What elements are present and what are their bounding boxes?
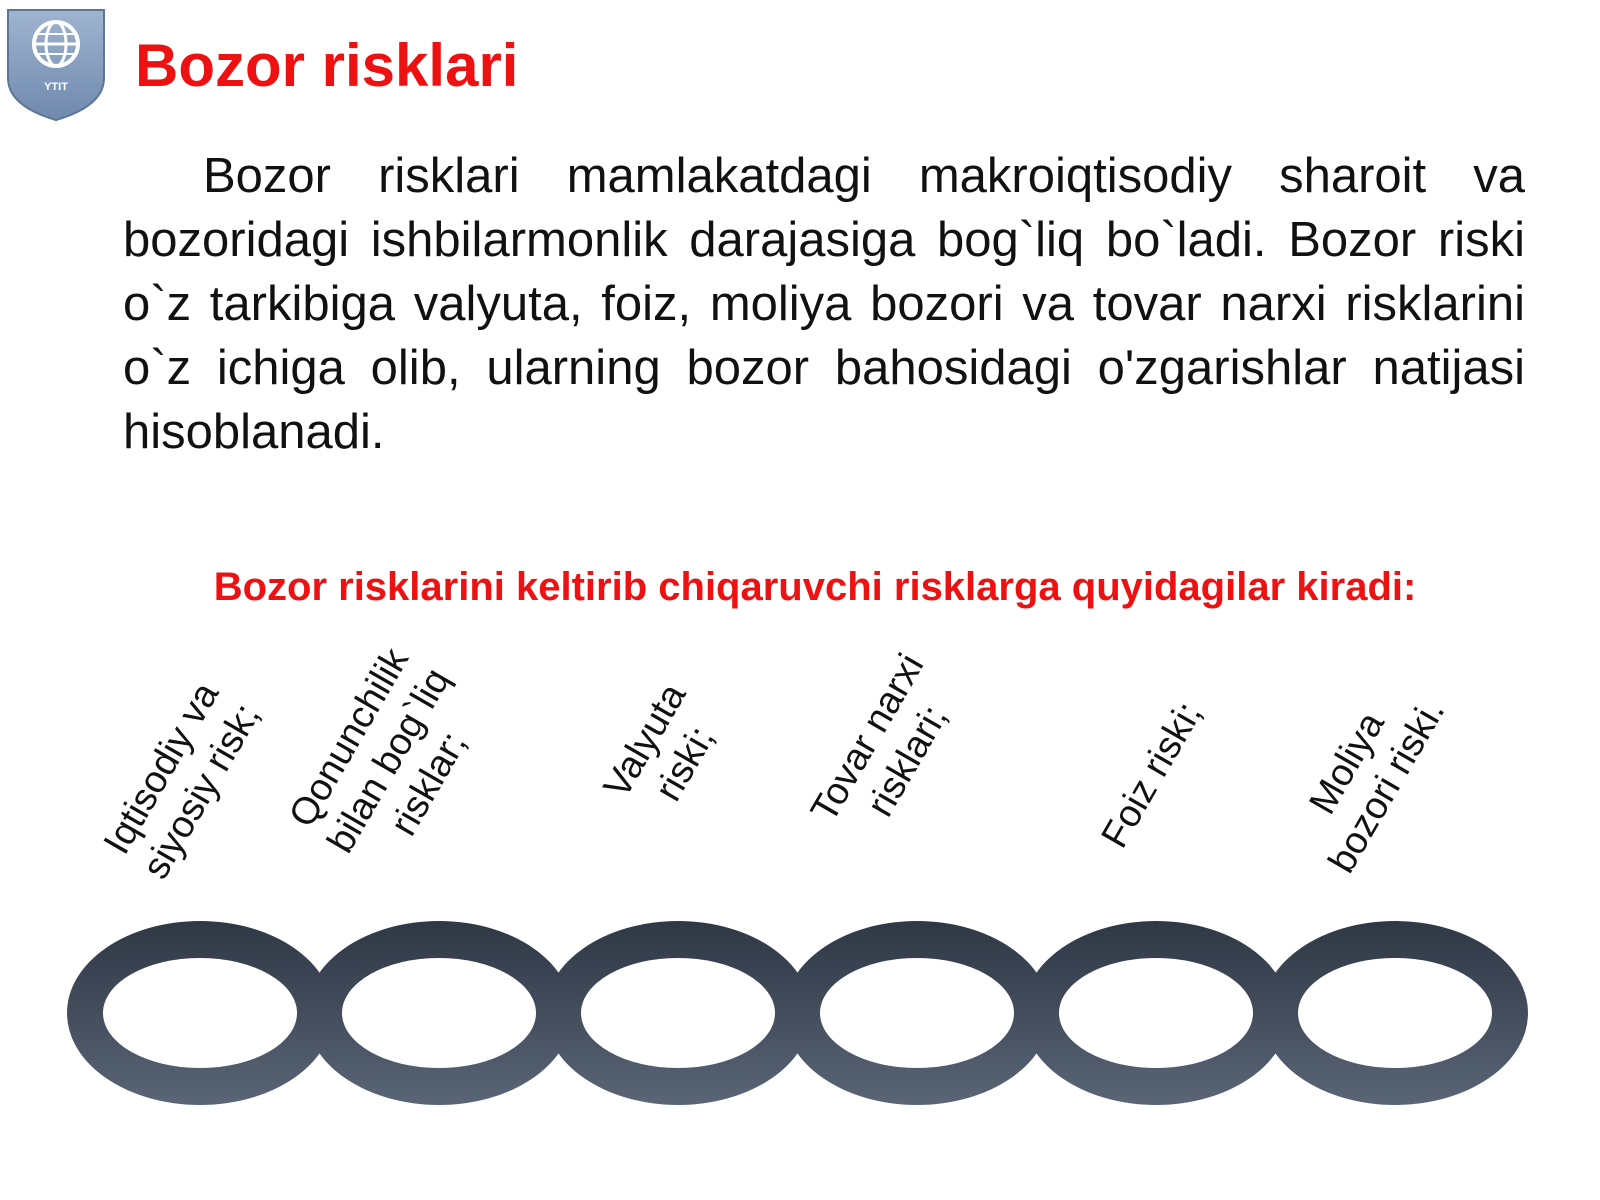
chain-link bbox=[67, 921, 333, 1105]
chain-link bbox=[545, 921, 811, 1105]
risk-label-text: Qonunchilik bilan bog`liq risklar; bbox=[281, 641, 476, 860]
body-paragraph: Bozor risklari mamlakatdagi makroiqtisodiy sharoit va bozoridagi ishbilarmonlik darajasiga bog`liq bo`ladi. Bozor riski o`z tarkibiga valyuta, foiz, moliya bozori va tovar narxi risklarini o`z ichiga olib, ularning bozor bahosidagi o'zgarishlar natijasi hisoblanadi. bbox=[123, 149, 1525, 459]
risk-label-text: Iqtisodiy va siyosiy risk; bbox=[95, 675, 269, 886]
risk-label-text: Foiz riski; bbox=[1093, 695, 1211, 855]
chain-link bbox=[784, 921, 1050, 1105]
risk-label-text: Valyuta riski; bbox=[596, 676, 723, 809]
risk-label-text: Tovar narxi risklari; bbox=[803, 647, 956, 829]
risk-label-text: Moliya bozori riski. bbox=[1301, 692, 1454, 880]
page-title: Bozor risklari bbox=[135, 32, 519, 99]
logo-text: YTIT bbox=[44, 81, 68, 93]
chain-link bbox=[1262, 921, 1528, 1105]
diagram-subtitle: Bozor risklarini keltirib chiqaruvchi risklarga quyidagilar kiradi: bbox=[213, 565, 1417, 609]
chain-link bbox=[306, 921, 572, 1105]
chain-link bbox=[1023, 921, 1289, 1105]
